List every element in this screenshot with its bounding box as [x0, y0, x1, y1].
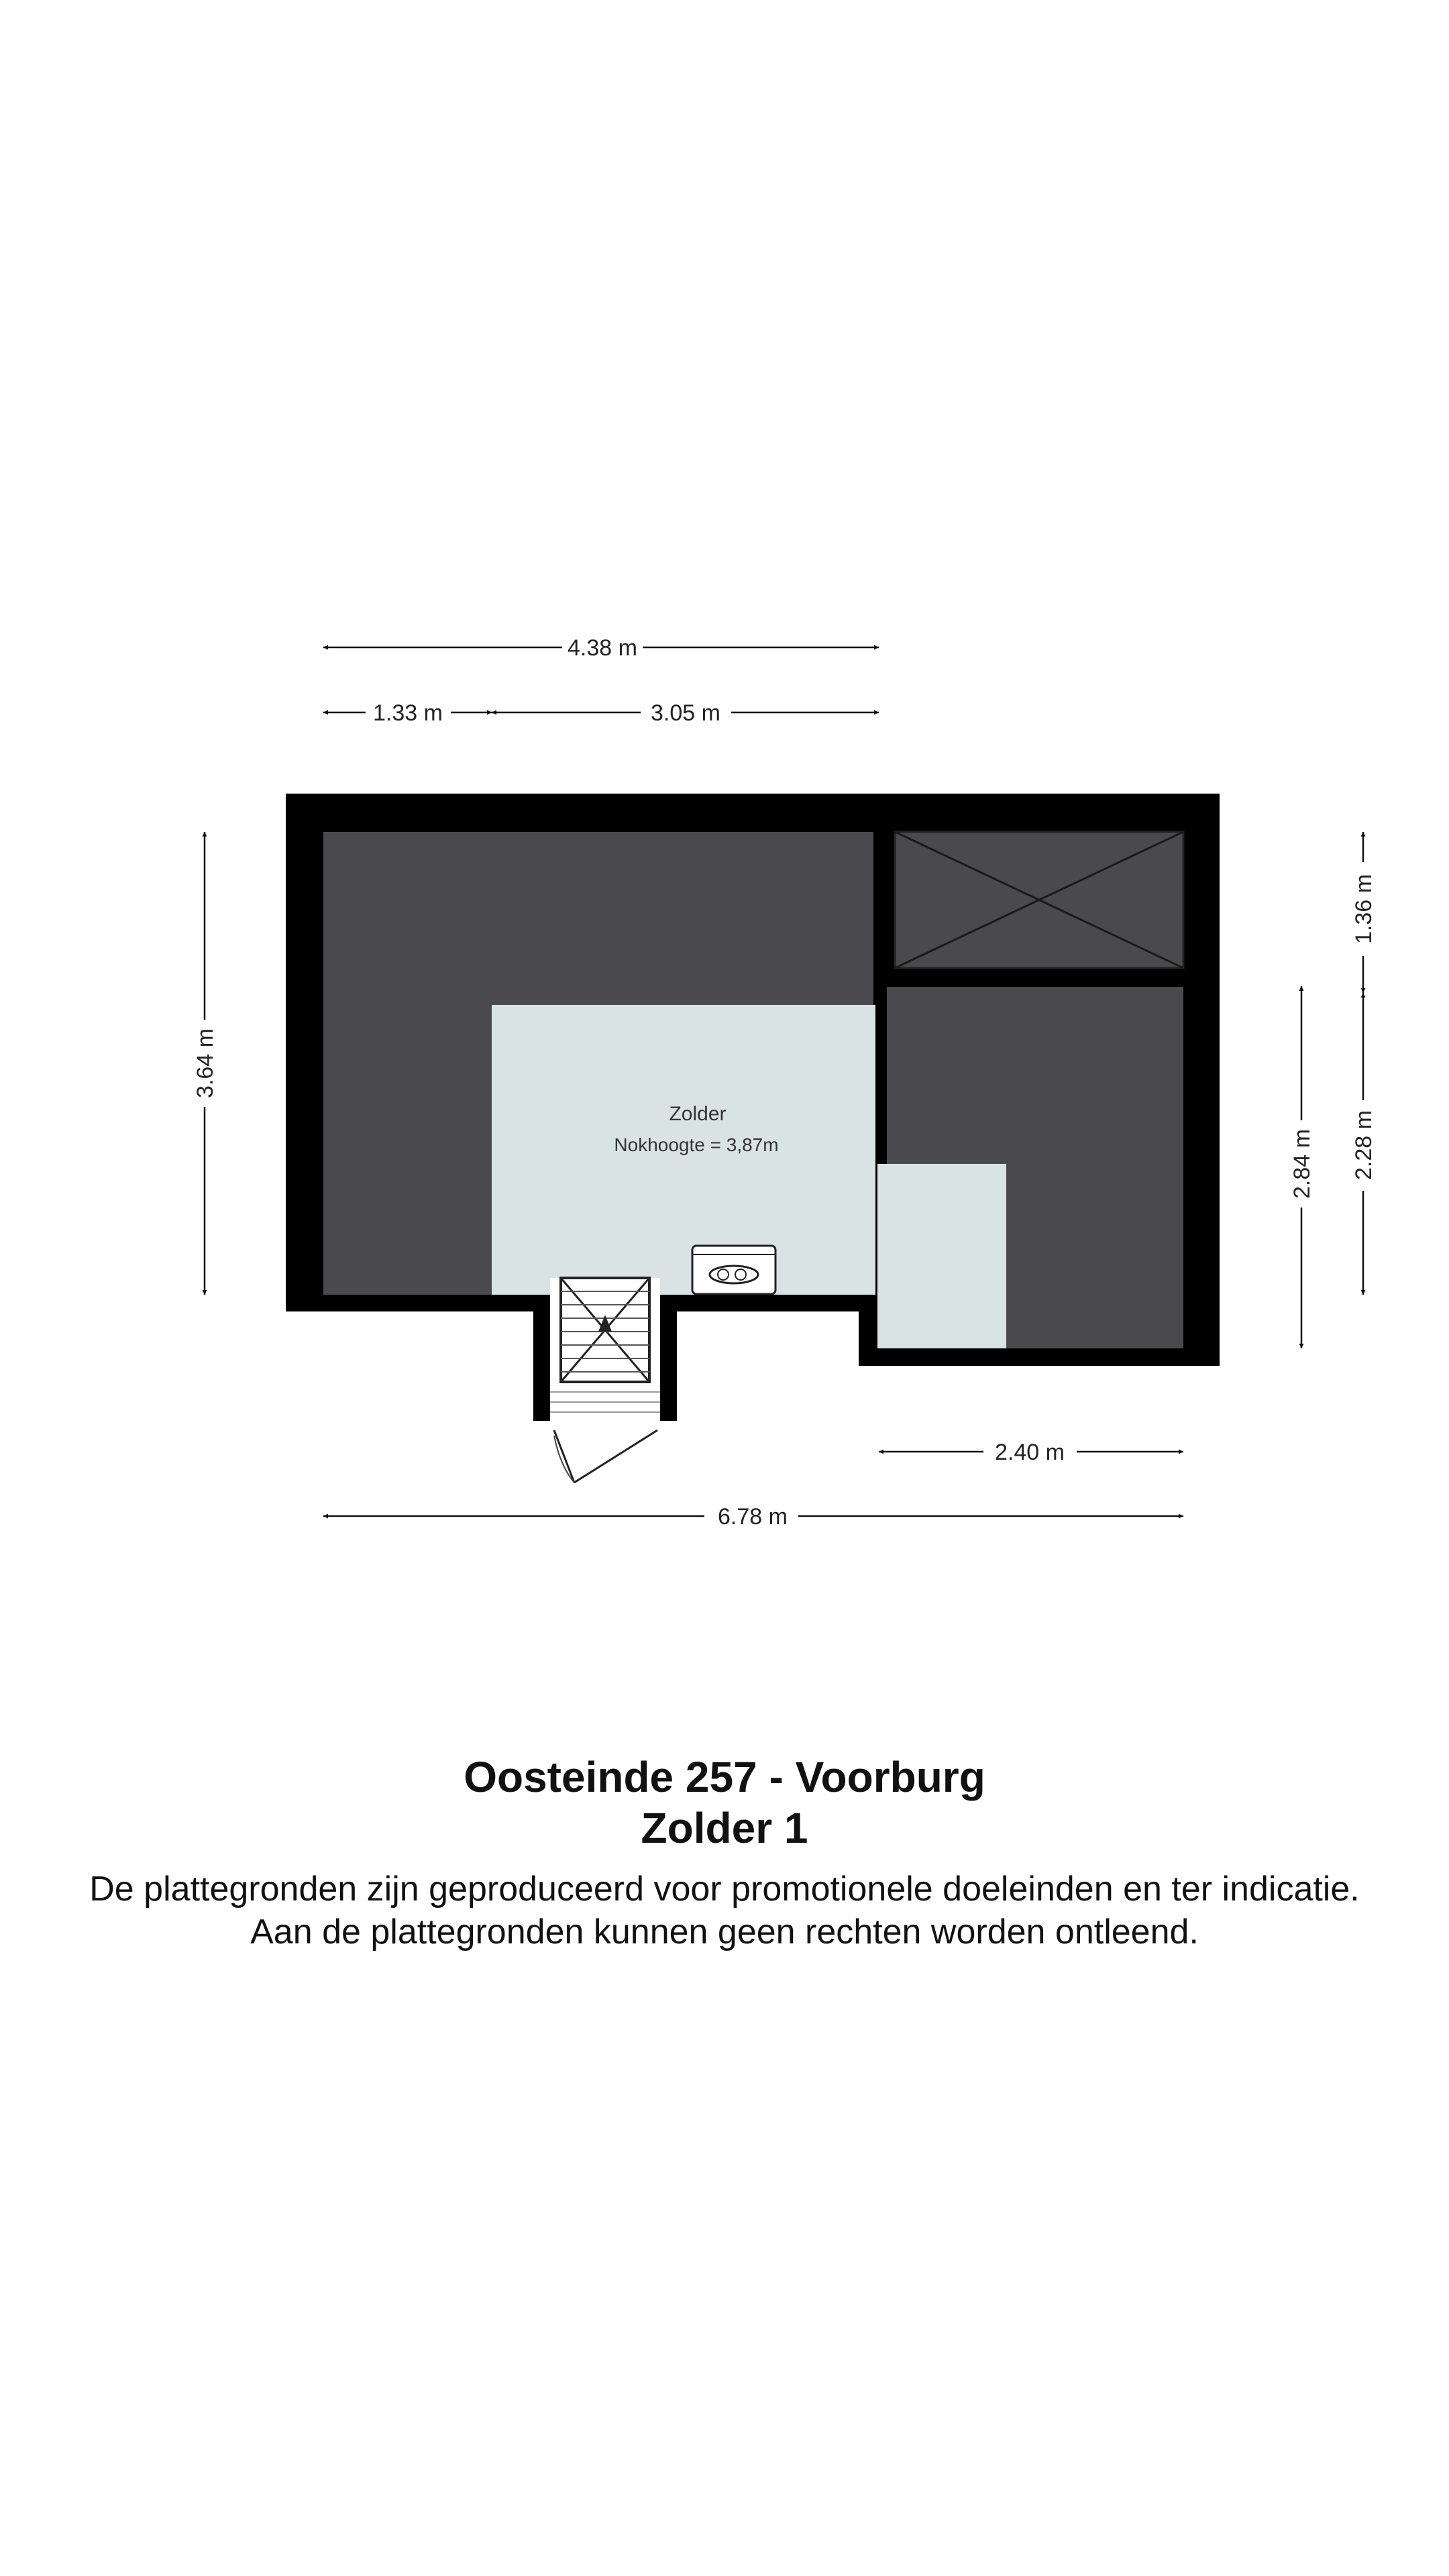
disclaimer-line-1: De plattegronden zijn geproduceerd voor promotionele doeleinden en ter indicatie.: [89, 1870, 1360, 1909]
title-address: Oosteinde 257 - Voorburg: [464, 1753, 985, 1801]
dimension-label: 2.28 m: [1351, 1110, 1377, 1180]
dimension-right-upper: [1351, 832, 1377, 993]
dimension-top-right: [492, 700, 879, 726]
dimension-left-height: [193, 832, 218, 1295]
dimension-label: 1.33 m: [373, 700, 443, 726]
dimension-label: 3.64 m: [193, 1028, 218, 1098]
storage-cross: [895, 832, 1183, 968]
dimension-right-lower: [1351, 993, 1377, 1295]
disclaimer-line-2: Aan de plattegronden kunnen geen rechten worden ontleend.: [250, 1913, 1199, 1951]
dimension-label: 3.05 m: [651, 700, 720, 726]
boiler: [692, 1246, 775, 1294]
dimension-label: 4.38 m: [568, 635, 637, 661]
dimension-top-left: [323, 700, 492, 726]
stairs: [533, 1278, 677, 1436]
dimension-label: 2.84 m: [1289, 1129, 1315, 1199]
dimension-label: 1.36 m: [1351, 874, 1377, 944]
title-floor: Zolder 1: [641, 1804, 808, 1852]
door-swing: [554, 1430, 657, 1483]
dimension-bottom-total: [323, 1504, 1183, 1529]
dimension-right-mid-height: [1289, 986, 1315, 1348]
dimension-label: 6.78 m: [718, 1504, 788, 1529]
dimension-bottom-right: [879, 1440, 1183, 1465]
dimension-label: 2.40 m: [995, 1440, 1065, 1465]
dimension-top-total: [323, 635, 879, 661]
room-name: Zolder: [669, 1103, 727, 1125]
room-ridge-height: Nokhoogte = 3,87m: [614, 1134, 779, 1155]
